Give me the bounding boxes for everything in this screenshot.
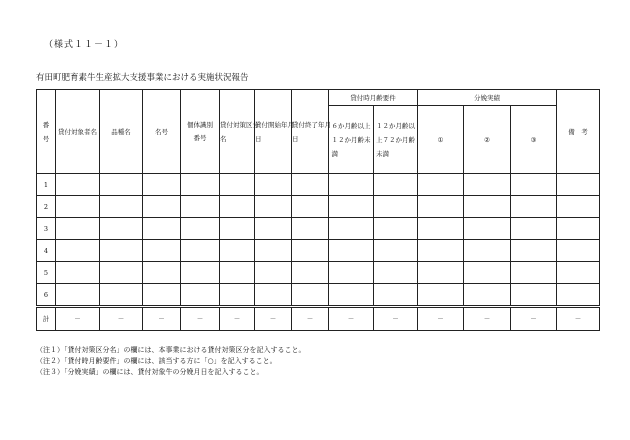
table-row <box>37 284 600 307</box>
header-no: 番号 <box>37 90 56 174</box>
cell[interactable] <box>181 262 220 284</box>
row-number: 1 <box>37 174 56 196</box>
header-age-12-72: １２か月齢以上７２か月齢未満 <box>374 106 418 174</box>
cell[interactable] <box>374 262 418 284</box>
cell[interactable] <box>100 218 143 240</box>
dash-cell: － <box>464 307 511 331</box>
cell[interactable] <box>329 174 374 196</box>
cell[interactable] <box>255 196 292 218</box>
cell[interactable] <box>56 218 100 240</box>
cell[interactable] <box>255 174 292 196</box>
cell[interactable] <box>418 174 464 196</box>
header-loan-start-date: 貸付開始年月日 <box>255 90 292 174</box>
cell[interactable] <box>511 196 557 218</box>
cell[interactable] <box>418 218 464 240</box>
dash-cell: － <box>511 307 557 331</box>
cell[interactable] <box>511 174 557 196</box>
cell[interactable] <box>56 240 100 262</box>
note-2: （注２）「貸付時月齢要件」の欄には、該当する方に「○」を記入すること。 <box>36 357 277 365</box>
cell[interactable] <box>374 218 418 240</box>
cell[interactable] <box>220 196 255 218</box>
notes <box>36 345 306 378</box>
note-1: （注１）「貸付対策区分名」の欄には、本事業における貸付対策区分を記入すること。 <box>36 346 306 354</box>
cell[interactable] <box>329 218 374 240</box>
cell[interactable] <box>255 240 292 262</box>
cell[interactable] <box>374 284 418 307</box>
cell[interactable] <box>292 284 329 307</box>
cell[interactable] <box>56 284 100 307</box>
cell[interactable] <box>511 262 557 284</box>
total-label: 計 <box>37 307 56 331</box>
dash-cell: － <box>143 307 181 331</box>
cell[interactable] <box>464 218 511 240</box>
cell[interactable] <box>100 196 143 218</box>
cell[interactable] <box>220 174 255 196</box>
cell[interactable] <box>181 284 220 307</box>
header-calving-3: ③ <box>511 106 557 174</box>
cell[interactable] <box>329 284 374 307</box>
cell[interactable] <box>56 262 100 284</box>
row-number: 6 <box>37 284 56 307</box>
cell[interactable] <box>181 196 220 218</box>
table-row <box>37 218 600 240</box>
header-individual-id: 個体識別番号 <box>181 90 220 174</box>
dash-cell: － <box>56 307 100 331</box>
cell[interactable] <box>292 218 329 240</box>
table-row <box>37 196 600 218</box>
table-row <box>37 174 600 196</box>
cell[interactable] <box>143 262 181 284</box>
table-row <box>37 240 600 262</box>
cell[interactable] <box>329 262 374 284</box>
cell[interactable] <box>418 240 464 262</box>
dash-cell: － <box>220 307 255 331</box>
cell[interactable] <box>464 284 511 307</box>
dash-cell: － <box>329 307 374 331</box>
cell[interactable] <box>143 284 181 307</box>
cell[interactable] <box>100 174 143 196</box>
cell[interactable] <box>557 174 600 196</box>
cell[interactable] <box>292 196 329 218</box>
cell[interactable] <box>100 240 143 262</box>
header-name: 名号 <box>143 90 181 174</box>
header-age-requirement: 貸付時月齢要件 <box>329 90 418 106</box>
cell[interactable] <box>464 240 511 262</box>
cell[interactable] <box>255 284 292 307</box>
header-calving-1: ① <box>418 106 464 174</box>
implementation-report-table <box>36 89 600 331</box>
cell[interactable] <box>255 262 292 284</box>
row-number: 2 <box>37 196 56 218</box>
header-loan-category: 貸付対策区分名 <box>220 90 255 174</box>
header-calving-2: ② <box>464 106 511 174</box>
cell[interactable] <box>464 174 511 196</box>
cell[interactable] <box>511 240 557 262</box>
cell[interactable] <box>143 218 181 240</box>
header-target-name: 貸付対象者名 <box>56 90 100 174</box>
cell[interactable] <box>464 196 511 218</box>
cell[interactable] <box>329 240 374 262</box>
cell[interactable] <box>220 262 255 284</box>
dash-cell: － <box>100 307 143 331</box>
cell[interactable] <box>292 262 329 284</box>
cell[interactable] <box>56 196 100 218</box>
cell[interactable] <box>557 240 600 262</box>
cell[interactable] <box>143 240 181 262</box>
cell[interactable] <box>464 262 511 284</box>
row-number: 3 <box>37 218 56 240</box>
cell[interactable] <box>100 284 143 307</box>
row-number: 4 <box>37 240 56 262</box>
cell[interactable] <box>292 240 329 262</box>
cell[interactable] <box>329 196 374 218</box>
cell[interactable] <box>557 218 600 240</box>
document-title: 有田町肥育素牛生産拡大支援事業における実施状況報告 <box>36 73 249 83</box>
dash-cell: － <box>557 307 600 331</box>
cell[interactable] <box>511 218 557 240</box>
cell[interactable] <box>374 196 418 218</box>
header-calving-record: 分娩実績 <box>418 90 557 106</box>
header-remarks: 備 考 <box>557 90 600 174</box>
cell[interactable] <box>255 218 292 240</box>
dash-cell: － <box>181 307 220 331</box>
cell[interactable] <box>56 174 100 196</box>
cell[interactable] <box>220 240 255 262</box>
cell[interactable] <box>374 240 418 262</box>
cell[interactable] <box>100 262 143 284</box>
cell[interactable] <box>220 284 255 307</box>
cell[interactable] <box>557 284 600 307</box>
cell[interactable] <box>181 240 220 262</box>
dash-cell: － <box>374 307 418 331</box>
cell[interactable] <box>143 174 181 196</box>
cell[interactable] <box>143 196 181 218</box>
dash-cell: － <box>418 307 464 331</box>
table-row <box>37 262 600 284</box>
cell[interactable] <box>220 218 255 240</box>
cell[interactable] <box>418 284 464 307</box>
cell[interactable] <box>374 174 418 196</box>
header-loan-end-date: 貸付終了年月日 <box>292 90 329 174</box>
cell[interactable] <box>181 174 220 196</box>
header-breed: 品種名 <box>100 90 143 174</box>
row-number: 5 <box>37 262 56 284</box>
cell[interactable] <box>181 218 220 240</box>
cell[interactable] <box>557 196 600 218</box>
cell[interactable] <box>418 196 464 218</box>
cell[interactable] <box>511 284 557 307</box>
cell[interactable] <box>418 262 464 284</box>
cell[interactable] <box>292 174 329 196</box>
cell[interactable] <box>557 262 600 284</box>
form-number: （様式１１－１） <box>44 40 125 50</box>
dash-cell: － <box>292 307 329 331</box>
note-3: （注３）「分娩実績」の欄には、貸付対象牛の分娩月日を記入すること。 <box>36 368 264 376</box>
header-age-6-12: ６か月齢以上１２か月齢未満 <box>329 106 374 174</box>
total-row <box>37 307 600 331</box>
dash-cell: － <box>255 307 292 331</box>
